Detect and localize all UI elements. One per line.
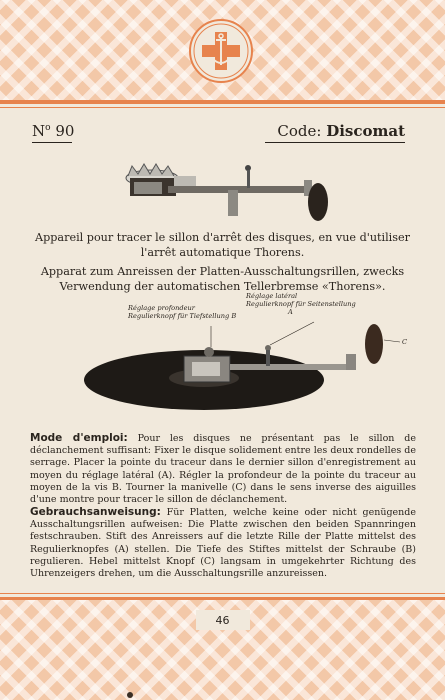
label-b xyxy=(128,304,236,320)
label-a-letter: A xyxy=(288,308,293,316)
code-name: Discomat xyxy=(326,122,405,140)
label-c-letter: C xyxy=(402,338,408,346)
discomat-device-photo xyxy=(108,146,358,224)
label-a-german: Regulierknopf für Seitenstellung xyxy=(246,300,356,308)
code-label: Code: xyxy=(277,122,322,140)
top-rule xyxy=(0,100,445,104)
number-value: 90 xyxy=(55,122,75,140)
code-underline xyxy=(265,142,405,143)
instructions-french xyxy=(30,432,416,506)
label-a-french: Réglage latéral xyxy=(246,292,298,300)
product-number xyxy=(32,122,74,140)
instructions-french-text: Pour les disques ne présentant pas le sillon de déclanchement suffisant: Fixer le disque solidement entre les deux rondelles de serrage. Placer la pointe du traceur dans le dernier sillon d'enregistrement au moyen du réglage latéral (A). Régler la profondeur de la pointe du traceur au moyen de la vis B. Tourner la manivelle (C) dans le sens inverse des aiguilles d'une montre pour tracer le sillon de déclanchement. xyxy=(30,433,416,506)
number-underline xyxy=(32,142,72,143)
description-french: Appareil pour tracer le sillon d'arrêt des disques, en vue d'utiliser l'arrêt automatique Thorens. xyxy=(35,231,410,259)
page-number: 46 xyxy=(215,614,230,627)
binding-hole xyxy=(127,692,133,698)
instructions-german xyxy=(30,506,416,580)
label-b-german: Regulierknopf für Tiefstellung xyxy=(128,312,230,320)
label-b-letter: B xyxy=(231,312,237,320)
instructions-french-term: Mode d'emploi: xyxy=(30,432,128,444)
label-a xyxy=(246,292,356,316)
top-rule-thin xyxy=(0,107,445,108)
description-german: Apparat zum Anreissen der Platten-Ausschaltungsrillen, zwecks Verwendung der automatischen Tellerbremse «Thorens». xyxy=(40,265,405,293)
bottom-rule-thin xyxy=(0,593,445,594)
label-b-french: Réglage profondeur xyxy=(128,304,195,312)
instructions-german-term: Gebrauchsanweisung: xyxy=(30,506,161,518)
catalog-page-content xyxy=(28,112,417,590)
number-superscript: o xyxy=(45,123,51,133)
number-prefix: N xyxy=(32,122,46,140)
product-code xyxy=(277,122,405,140)
cross-anchor-emblem-icon xyxy=(188,18,254,84)
instructions-german-text: Für Platten, welche keine oder nicht genügende Ausschaltungsrillen aufweisen: Die Platte zwischen den beiden Spannringen festschrauben. Stift des Anreissers auf die letzte Rille der Platte mittelst des Regulierknopfes (A) stellen. Die Tiefe des Stiftes mittelst der Schraube (B) regulieren. Hebel mittelst Knopf (C) langsam in umgekehrter Richtung des Uhrenzeigers drehen, um die Ausschaltungsrille anzureissen. xyxy=(30,507,416,580)
product-header xyxy=(28,122,417,144)
